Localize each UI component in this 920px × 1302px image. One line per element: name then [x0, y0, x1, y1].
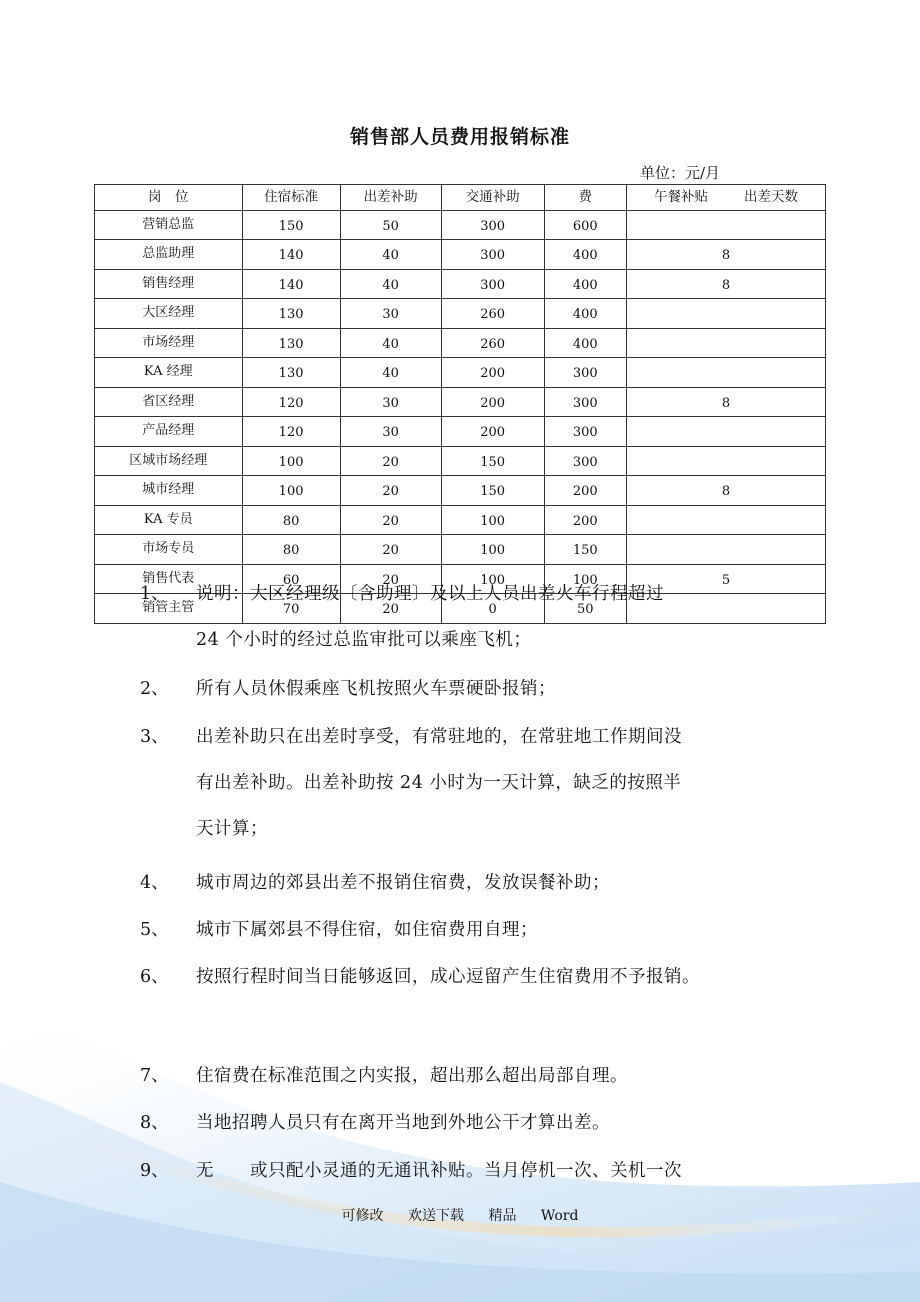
header-fee: 费: [544, 185, 626, 211]
cell-lodging: 70: [242, 594, 340, 624]
note-number: 6、: [140, 967, 169, 987]
note-number: 7、: [140, 1066, 169, 1086]
cell-position: 产品经理: [95, 417, 243, 447]
cell-position: 区域市场经理: [95, 446, 243, 476]
note-text-line: 24 个小时的经过总监审批可以乘座飞机；: [196, 630, 532, 650]
note-text-line: 城市下属郊县不得住宿，如住宿费用自理；: [196, 920, 538, 940]
cell-fee: 150: [544, 535, 626, 565]
cell-transport: 300: [441, 210, 544, 240]
cell-lodging: 140: [242, 269, 340, 299]
cell-travel: 40: [340, 358, 441, 388]
cell-lodging: 100: [242, 476, 340, 506]
cell-travel: 20: [340, 476, 441, 506]
cell-fee: 400: [544, 328, 626, 358]
cell-lunch: 8: [626, 476, 825, 506]
header-position: 岗 位: [95, 185, 243, 211]
cell-fee: 300: [544, 446, 626, 476]
cell-position: 销售代表: [95, 564, 243, 594]
cell-position: 市场经理: [95, 328, 243, 358]
footer-quality: 精品: [488, 1208, 517, 1224]
note-number: 5、: [140, 920, 169, 940]
cell-transport: 0: [441, 594, 544, 624]
note-text-line: 住宿费在标准范围之内实报，超出那么超出局部自理。: [196, 1066, 628, 1086]
cell-transport: 100: [441, 535, 544, 565]
cell-travel: 30: [340, 417, 441, 447]
cell-lodging: 130: [242, 358, 340, 388]
note-text-line: 所有人员休假乘座飞机按照火车票硬卧报销；: [196, 679, 556, 699]
cell-transport: 100: [441, 505, 544, 535]
note-number: 3、: [140, 727, 169, 747]
note-number: 8、: [140, 1113, 169, 1133]
cell-transport: 200: [441, 358, 544, 388]
cell-lunch: 5: [626, 564, 825, 594]
note-text-line: 按照行程时间当日能够返回，成心逗留产生住宿费用不予报销。: [196, 967, 700, 987]
cell-travel: 50: [340, 210, 441, 240]
cell-fee: 100: [544, 564, 626, 594]
note-text-line: 出差补助只在出差时享受，有常驻地的，在常驻地工作期间没: [196, 727, 682, 747]
header-lodging: 住宿标准: [242, 185, 340, 211]
cell-travel: 20: [340, 535, 441, 565]
note-text-line: 城市周边的郊县出差不报销住宿费，发放误餐补助；: [196, 873, 610, 893]
cell-travel: 40: [340, 269, 441, 299]
cell-fee: 400: [544, 240, 626, 270]
cell-travel: 20: [340, 446, 441, 476]
cell-transport: 150: [441, 446, 544, 476]
cell-lodging: 60: [242, 564, 340, 594]
cell-position: 省区经理: [95, 387, 243, 417]
cell-travel: 30: [340, 387, 441, 417]
header-travel-allowance: 出差补助: [340, 185, 441, 211]
cell-lodging: 140: [242, 240, 340, 270]
unit-label: 单位：元/月: [640, 164, 721, 182]
header-lunch: 午餐补贴: [653, 189, 708, 206]
cell-transport: 300: [441, 240, 544, 270]
cell-position: 销管主管: [95, 594, 243, 624]
footer-editable: 可修改: [341, 1208, 384, 1224]
cell-position: 营销总监: [95, 210, 243, 240]
note-text-line: 说明：大区经理级〔含助理〕及以上人员出差火车行程超过: [196, 584, 664, 604]
cell-fee: 400: [544, 299, 626, 329]
cell-transport: 300: [441, 269, 544, 299]
cell-lodging: 120: [242, 387, 340, 417]
cell-position: 大区经理: [95, 299, 243, 329]
cell-transport: 260: [441, 299, 544, 329]
footer-word: Word: [540, 1208, 579, 1224]
cell-position: KA 经理: [95, 358, 243, 388]
document-title: 销售部人员费用报销标准: [349, 126, 570, 148]
cell-transport: 150: [441, 476, 544, 506]
cell-travel: 40: [340, 328, 441, 358]
header-transport-allowance: 交通补助: [441, 185, 544, 211]
cell-transport: 100: [441, 564, 544, 594]
note-text-line: 有出差补助。出差补助按 24 小时为一天计算，缺乏的按照半: [196, 773, 682, 793]
cell-travel: 20: [340, 505, 441, 535]
cell-lodging: 80: [242, 505, 340, 535]
note-text-line: 无 或只配小灵通的无通讯补贴。当月停机一次、关机一次: [196, 1161, 682, 1181]
cell-fee: 200: [544, 476, 626, 506]
cell-position: 市场专员: [95, 535, 243, 565]
cell-lodging: 130: [242, 328, 340, 358]
cell-lunch: 8: [626, 240, 825, 270]
cell-fee: 400: [544, 269, 626, 299]
cell-travel: 20: [340, 594, 441, 624]
note-number: 2、: [140, 679, 169, 699]
note-text-line: 当地招聘人员只有在离开当地到外地公干才算出差。: [196, 1113, 610, 1133]
cell-lunch: 8: [626, 269, 825, 299]
cell-lodging: 100: [242, 446, 340, 476]
cell-travel: 40: [340, 240, 441, 270]
cell-lodging: 150: [242, 210, 340, 240]
cell-fee: 300: [544, 358, 626, 388]
note-number: 1、: [140, 584, 169, 604]
cell-travel: 30: [340, 299, 441, 329]
cell-lunch: 8: [626, 387, 825, 417]
cell-travel: 20: [340, 564, 441, 594]
cell-fee: 300: [544, 387, 626, 417]
note-number: 9、: [140, 1161, 169, 1181]
footer: [0, 1205, 920, 1225]
cell-transport: 260: [441, 328, 544, 358]
cell-lodging: 80: [242, 535, 340, 565]
cell-fee: 600: [544, 210, 626, 240]
footer-welcome: 欢送下载: [408, 1208, 464, 1224]
cell-lodging: 120: [242, 417, 340, 447]
cell-fee: 50: [544, 594, 626, 624]
cell-position: 销售经理: [95, 269, 243, 299]
cell-lodging: 130: [242, 299, 340, 329]
cell-position: 城市经理: [95, 476, 243, 506]
header-days: 出差天数: [743, 189, 798, 206]
cell-position: 总监助理: [95, 240, 243, 270]
cell-transport: 200: [441, 417, 544, 447]
cell-fee: 300: [544, 417, 626, 447]
cell-transport: 200: [441, 387, 544, 417]
cell-position: KA 专员: [95, 505, 243, 535]
note-number: 4、: [140, 873, 169, 893]
note-text-line: 天计算；: [196, 819, 268, 839]
cell-fee: 200: [544, 505, 626, 535]
